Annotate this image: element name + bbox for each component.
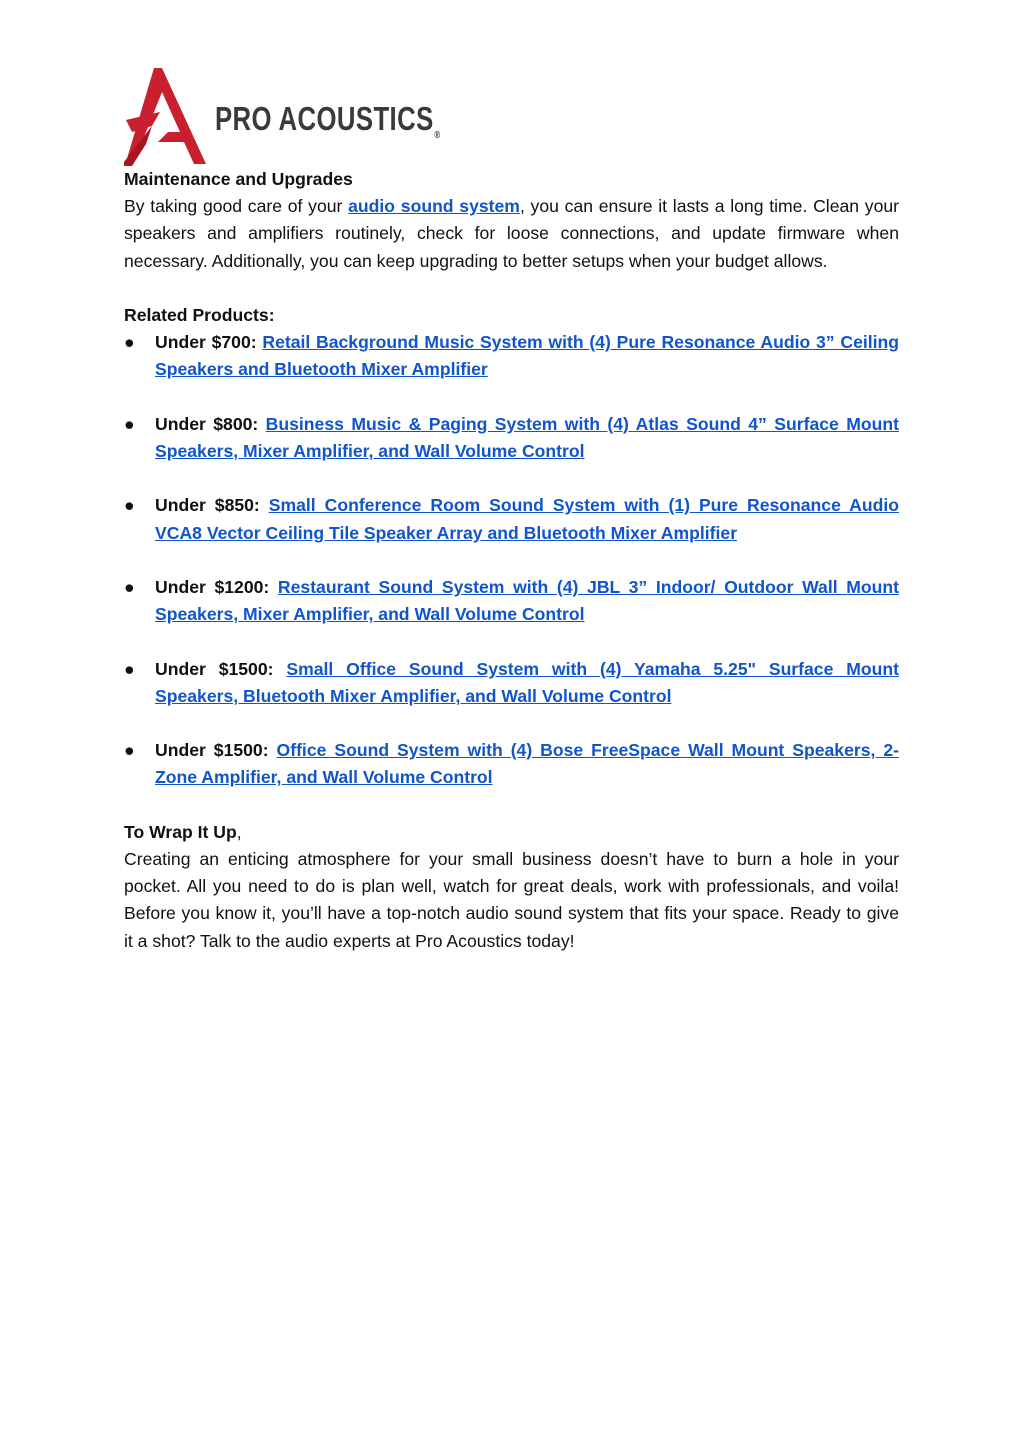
maintenance-text-before-link: By taking good care of your [124,196,349,217]
bullet-icon: ● [124,576,135,597]
bullet-icon: ● [124,658,135,679]
bullet-icon: ● [124,413,135,434]
wrap-up-heading-comma: , [236,821,242,842]
bullet-icon: ● [124,495,135,516]
product-link[interactable]: Small Office Sound System with (4) Yamaha 5.25" Surface Mount Speakers, Bluetooth Mixer Amplifier, and Wall Volume Control [155,658,899,706]
product-link[interactable]: Small Conference Room Sound System with (1) Pure Resonance Audio VCA8 Vector Ceiling Tile Speaker Array and Bluetooth Mixer Amplifier [155,495,899,543]
brand-name: PRO ACOUSTICS [215,100,434,137]
related-products-list [124,329,899,791]
price-label: Under $700: [155,332,257,353]
list-item [124,656,899,710]
wrap-up-paragraph: Creating an enticing atmosphere for your small business doesn’t have to burn a hole in your pocket. All you need to do is plan well, watch for great deals, work with professionals, and voila! Before you know it, you’ll have a top-notch audio sound system that fits your space. Ready to give it a shot? Talk to the audio experts at Pro Acoustics today! [124,848,899,951]
document-body [124,166,899,955]
product-link[interactable]: Business Music & Paging System with (4) Atlas Sound 4” Surface Mount Speakers, Mixer Amplifier, and Wall Volume Control [155,413,899,461]
pro-acoustics-logo [122,66,442,168]
price-label: Under $1500: [155,740,269,761]
list-item [124,737,899,791]
maintenance-paragraph [124,193,899,275]
price-label: Under $800: [155,413,259,434]
bullet-icon: ● [124,332,135,353]
list-item [124,411,899,465]
logo-a-mark-icon [122,66,222,168]
price-label: Under $1200: [155,576,270,597]
bullet-icon: ● [124,740,135,761]
paragraph-spacer [124,792,899,819]
product-link[interactable]: Retail Background Music System with (4) Pure Resonance Audio 3” Ceiling Speakers and Bluetooth Mixer Amplifier [155,332,900,380]
wrap-up-heading-line [124,819,899,846]
list-item [124,574,899,628]
maintenance-heading: Maintenance and Upgrades [124,169,353,189]
related-products-heading: Related Products: [124,305,275,325]
wrap-up-heading: To Wrap It Up [124,821,237,842]
audio-sound-system-link[interactable]: audio sound system [348,196,520,217]
paragraph-spacer [124,275,899,302]
product-link[interactable]: Restaurant Sound System with (4) JBL 3” Indoor/ Outdoor Wall Mount Speakers, Mixer Amplifier, and Wall Volume Control [155,576,900,625]
maintenance-text-after-link: , you can ensure it lasts a long time. Clean your speakers and amplifiers routinely, check for loose connections, and update firmware when necessary. Additionally, you can keep upgrading to better setups when your budget allows. [124,196,900,271]
price-label: Under $850: [155,495,260,516]
list-item [124,492,899,546]
price-label: Under $1500: [155,658,274,679]
registered-mark: ® [434,130,441,141]
list-item [124,329,899,383]
logo-wordmark [215,100,441,141]
product-link[interactable]: Office Sound System with (4) Bose FreeSpace Wall Mount Speakers, 2-Zone Amplifier, and Wall Volume Control [155,740,899,788]
